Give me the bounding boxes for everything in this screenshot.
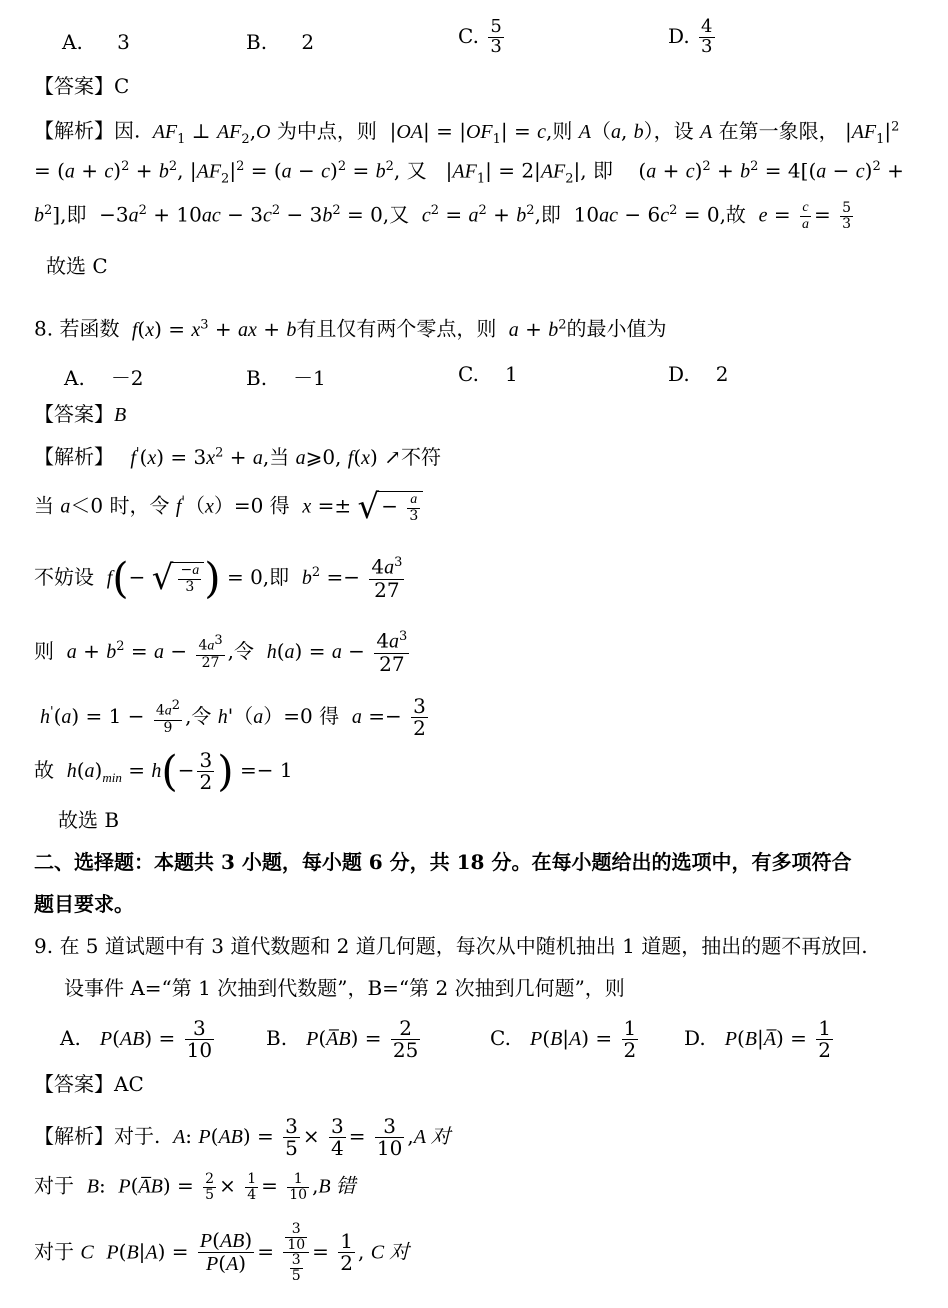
q9-analysis-c: 对于 C P(B|A) = $\frac{P(AB)}{P(A)}$ = $\frac{\frac{3}{10}}{\frac{3}{5}}$ = $\frac{1}{2}$ , C 对 xyxy=(34,1221,410,1285)
q7-option-a: A. 3 xyxy=(62,30,130,54)
q7-analysis-line3: $b^2$],即 $-3a^2 + 10ac - 3c^2 - 3b^2 = 0$,又 $c^2 = a^2 + b^2$,即 $10ac - 6c^2 = 0$,故 e = $\frac{c}{a}$ = $\frac{5}{3}$ xyxy=(34,200,852,232)
q8-option-b: B. －1 xyxy=(246,366,326,390)
q8-analysis-line2: 当 a＜0 时，令 f'（x）=0 得 x =± √ − $\frac{a}{3}$ xyxy=(34,490,423,524)
q9-stem-line2: 设事件 A=“第 1 次抽到代数题”，B=“第 2 次抽到几何题”，则 xyxy=(64,976,625,1000)
q8-option-a: A. －2 xyxy=(64,366,144,390)
q7-option-b: B. 2 xyxy=(246,30,315,54)
q8-option-c: C. 1 xyxy=(458,362,518,386)
q7-analysis-line2: = $(a + c)^2 + b^2$, $|AF_2|^2 = (a - c)^2 = b^2$, 又 $|AF_1| = 2|AF_2|$, 即 $(a + c)^2 + b^2 = 4[(a - c)^2$ + xyxy=(34,158,904,187)
q7-analysis-line1: 【解析】因. $AF_1$ ⊥ $AF_2,O$ 为中点，则 $|OA| = |OF_1| = c$,则 A（a, b），设 A 在第一象限， $|AF_1|^2$ xyxy=(34,118,900,147)
q9-answer: 【答案】AC xyxy=(34,1072,144,1096)
q9-stem-line1: 9. 在 5 道试题中有 3 道代数题和 2 道几何题，每次从中随机抽出 1 道题，抽出的题不再放回. xyxy=(34,934,868,958)
q7-option-d: D. $\frac{4}{3}$ xyxy=(668,16,713,57)
q8-option-d: D. 2 xyxy=(668,362,729,386)
q9-option-c: C. P(B|A) = $\frac{1}{2}$ xyxy=(490,1016,637,1062)
section2-heading-line1: 二、选择题：本题共 3 小题，每小题 6 分，共 18 分。在每小题给出的选项中，有多项符合 xyxy=(34,850,852,874)
q8-answer: 【答案】B xyxy=(34,402,127,426)
q8-analysis-line3: 不妨设 f(− √ $\frac{-a}{3}$ ) = 0,即 $b^2$ =− $\frac{4a^3}{27}$ xyxy=(34,553,403,603)
q7-answer: 【答案】C xyxy=(34,74,130,98)
q7-option-c: C. $\frac{5}{3}$ xyxy=(458,16,502,57)
q9-option-d: D. P(B|A̅) = $\frac{1}{2}$ xyxy=(684,1016,831,1062)
q8-analysis-line4: 则 $a + b^2 = a$ − $\frac{4a^3}{27}$ ,令 h(a) = a − $\frac{4a^3}{27}$ xyxy=(34,628,408,676)
q8-conclusion: 故选 B xyxy=(58,808,120,832)
q8-analysis-line6: 故 $h(a)_{min} = h(-$ $\frac{3}{2}$ ) =− 1 xyxy=(34,746,293,796)
section2-heading-line2: 题目要求。 xyxy=(34,892,134,916)
q9-analysis-b: 对于 B: P(A̅B) = $\frac{2}{5}$ × $\frac{1}{4}$ = $\frac{1}{10}$ ,B 错 xyxy=(34,1171,356,1203)
q8-analysis-line5: h'(a) = 1 − $\frac{4a^2}{9}$ ,令 h'（a）=0 得 a =− $\frac{3}{2}$ xyxy=(40,694,426,740)
q7-conclusion: 故选 C xyxy=(46,254,108,278)
q9-option-b: B. P(A̅B) = $\frac{2}{25}$ xyxy=(266,1016,419,1062)
q9-analysis-a: 【解析】对于. A: P(AB) = $\frac{3}{5}$ × $\frac{3}{4}$ = $\frac{3}{10}$ ,A 对 xyxy=(34,1114,451,1160)
q9-option-a: A. P(AB) = $\frac{3}{10}$ xyxy=(60,1016,213,1062)
q8-stem: 8. 若函数 $f(x) = x^3$ + ax + b有且仅有两个零点，则 $a + b^2$的最小值为 xyxy=(34,316,667,341)
q8-analysis-line1: 【解析】 $f'(x) = 3x^2 + a$,当 a⩾0, f(x) ↗不符 xyxy=(34,444,441,469)
